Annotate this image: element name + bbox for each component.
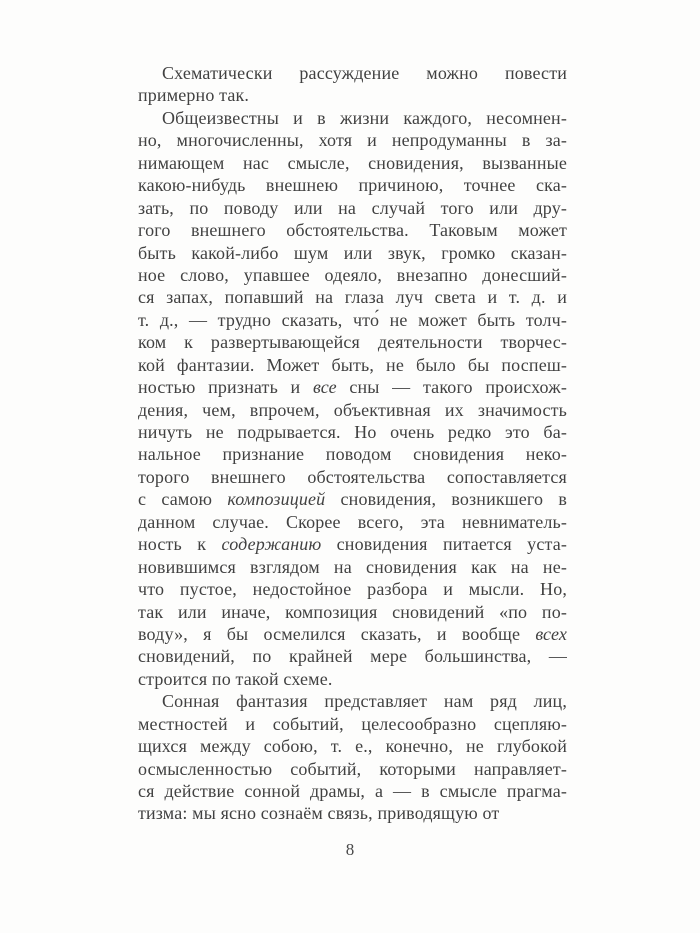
text-line: с самою композицией сновидения, возникшего в [138,489,567,510]
text-line: т. д., — трудно сказать, что́ не может быть толч- [138,309,567,330]
text-line: гого внешнего обстоятельства. Таковым может [138,220,567,241]
text-line: Сонная фантазия представляет нам ряд лиц, [162,691,567,712]
italic-text: содержанию [221,534,322,555]
text-line: осмысленностью событий, которыми направляет- [138,758,567,779]
text-line: тизма: мы ясно сознаём связь, приводящую от [138,803,500,824]
text-line: примерно так. [138,85,250,106]
text-line: новившимся взглядом на сновидения как на не- [138,556,567,577]
text-line: ком к развертывающейся деятельности творчес- [138,332,567,353]
text-line: торого внешнего обстоятельства сопоставляется [138,466,567,487]
text-line: Общеизвестны и в жизни каждого, несомнен- [162,107,567,128]
text-line: что пустое, недостойное разбора и мысли. Но, [138,579,567,600]
text-line: данном случае. Скорее всего, эта невниматель- [138,511,567,532]
text-line: ное слово, упавшее одеяло, внезапно донесший- [138,264,567,285]
text-line: ничуть не подрывается. Но очень редко это ба- [138,422,567,442]
text-line: так или иначе, композиция сновидений «по по- [138,601,567,622]
text-line: но, многочисленны, хотя и непродуманны в за- [138,130,567,151]
text-line: кой фантазии. Может быть, не было бы поспеш- [138,354,567,375]
text-line: дения, чем, впрочем, объективная их значимость [138,399,567,420]
text-line: ся запах, попавший на глаза луч света и т. д. и [138,287,567,308]
italic-text: всех [535,623,567,644]
text-line: нальное признание поводом сновидения неко- [138,444,567,465]
text-line: нимающем нас смысле, сновидения, вызванные [138,152,567,173]
page-number: 8 [345,840,355,859]
text-line: строится по такой схеме. [138,668,333,689]
text-line: ностью признать и все сны — такого происхож- [138,377,567,398]
text-line: щихся между собою, т. е., конечно, не глубокой [138,736,567,757]
text-line: ся действие сонной драмы, а — в смысле прагма- [138,781,567,801]
text-line: какою-нибудь внешнею причиною, точнее ска- [138,175,567,196]
text-line: зать, по поводу или на случай того или дру- [138,197,567,218]
text-line: местностей и событий, целесообразно сцепляю- [138,713,567,734]
text-line: сновидений, по крайней мере большинства, — [138,646,567,667]
text-line: ность к содержанию сновидения питается уста- [138,534,567,555]
text-block [138,62,567,825]
text-line: воду», я бы осмелился сказать, и вообще всех [138,623,567,644]
text-line: быть какой-либо шум или звук, громко сказан- [138,242,567,263]
text-line: Схематически рассуждение можно повести [162,63,567,83]
italic-text: все [312,377,337,398]
italic-text: композицией [227,489,326,510]
